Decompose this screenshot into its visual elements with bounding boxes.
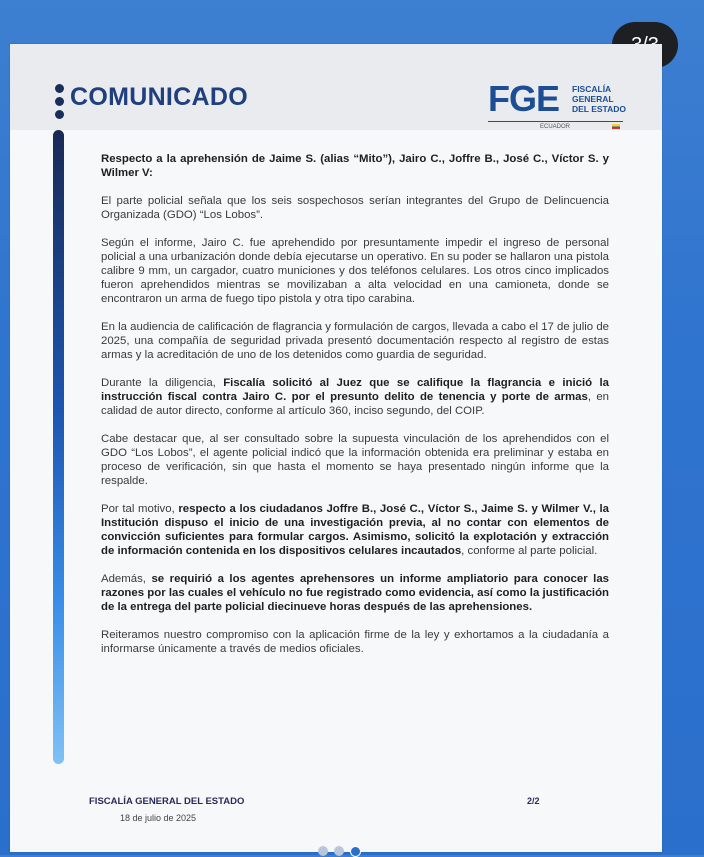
- carousel-indicator: [318, 846, 361, 857]
- footer-page-number: 2/2: [527, 796, 540, 806]
- paragraph: Según el informe, Jairo C. fue aprehendido por presuntamente impedir el ingreso de personal policial a una urbanización donde debía ejecutarse un operativo. En su poder se hallaron una pistola calibre 9 mm, un cargador, cuatro municiones y dos teléfonos celulares. Los otros cinco implicados fueron aprehendidos mientras se movilizaban a alta velocidad en una camioneta, donde se encontraron un arma de fuego tipo pistola y otra tipo carabina.: [101, 237, 609, 305]
- page-title: COMUNICADO: [70, 83, 248, 111]
- fge-logo: [488, 78, 638, 131]
- ecuador-flag-icon: [612, 124, 620, 129]
- document-page: [10, 44, 662, 852]
- logo-rule: [488, 121, 623, 122]
- paragraph: El parte policial señala que los seis sospechosos serían integrantes del Grupo de Delincuencia Organizada (GDO) “Los Lobos”.: [101, 195, 609, 221]
- logo-wordmark: FISCALÍA GENERAL DEL ESTADO: [572, 84, 626, 114]
- footer-date: 18 de julio de 2025: [120, 813, 197, 823]
- logo-country: ECUADOR: [540, 124, 571, 130]
- carousel-dot-active[interactable]: [350, 846, 361, 857]
- footer-organization: FISCALÍA GENERAL DEL ESTADO: [89, 796, 245, 807]
- side-gradient-bar: [53, 130, 64, 764]
- paragraph: Cabe destacar que, al ser consultado sobre la supuesta vinculación de los aprehendidos con el GDO “Los Lobos”, el agente policial indicó que la información obtenida era preliminar y estaba en proceso de verificación, sin que hasta el momento se haya presentado ningún informe que la respalde.: [101, 433, 609, 487]
- paragraph: Durante la diligencia, Fiscalía solicitó al Juez que se califique la flagrancia e inició la instrucción fiscal contra Jairo C. por el presunto delito de tenencia y porte de armas, en calidad de autor directo, conforme al artículo 360, inciso segundo, del COIP.: [101, 377, 609, 417]
- logo-acronym: FGE: [488, 78, 560, 119]
- bullet-decoration: [55, 84, 65, 123]
- paragraph: Por tal motivo, respecto a los ciudadanos Joffre B., José C., Víctor S., Jaime S. y Wilmer V., la Institución dispuso el inicio de una investigación previa, al no contar con elementos de convicción suficientes para formular cargos. Asimismo, solicitó la explotación y extracción de información contenida en los dispositivos celulares incautados, conforme al parte policial.: [101, 503, 609, 557]
- document-body: [101, 152, 609, 670]
- paragraph-intro: Respecto a la aprehensión de Jaime S. (alias “Mito”), Jairo C., Joffre B., José C., Víctor S. y Wilmer V:: [101, 153, 609, 179]
- paragraph: En la audiencia de calificación de flagrancia y formulación de cargos, llevada a cabo el 17 de julio de 2025, una compañía de seguridad privada presentó documentación respecto al registro de estas armas y la acreditación de uno de los detenidos como guardia de seguridad.: [101, 321, 609, 361]
- paragraph: Además, se requirió a los agentes aprehensores un informe ampliatorio para conocer las razones por las cuales el vehículo no fue registrado como evidencia, así como la justificación de la entrega del parte policial diecinueve horas después de las aprehensiones.: [101, 573, 609, 613]
- paragraph-closing: Reiteramos nuestro compromiso con la aplicación firme de la ley y exhortamos a la ciudadanía a informarse únicamente a través de medios oficiales.: [101, 629, 609, 655]
